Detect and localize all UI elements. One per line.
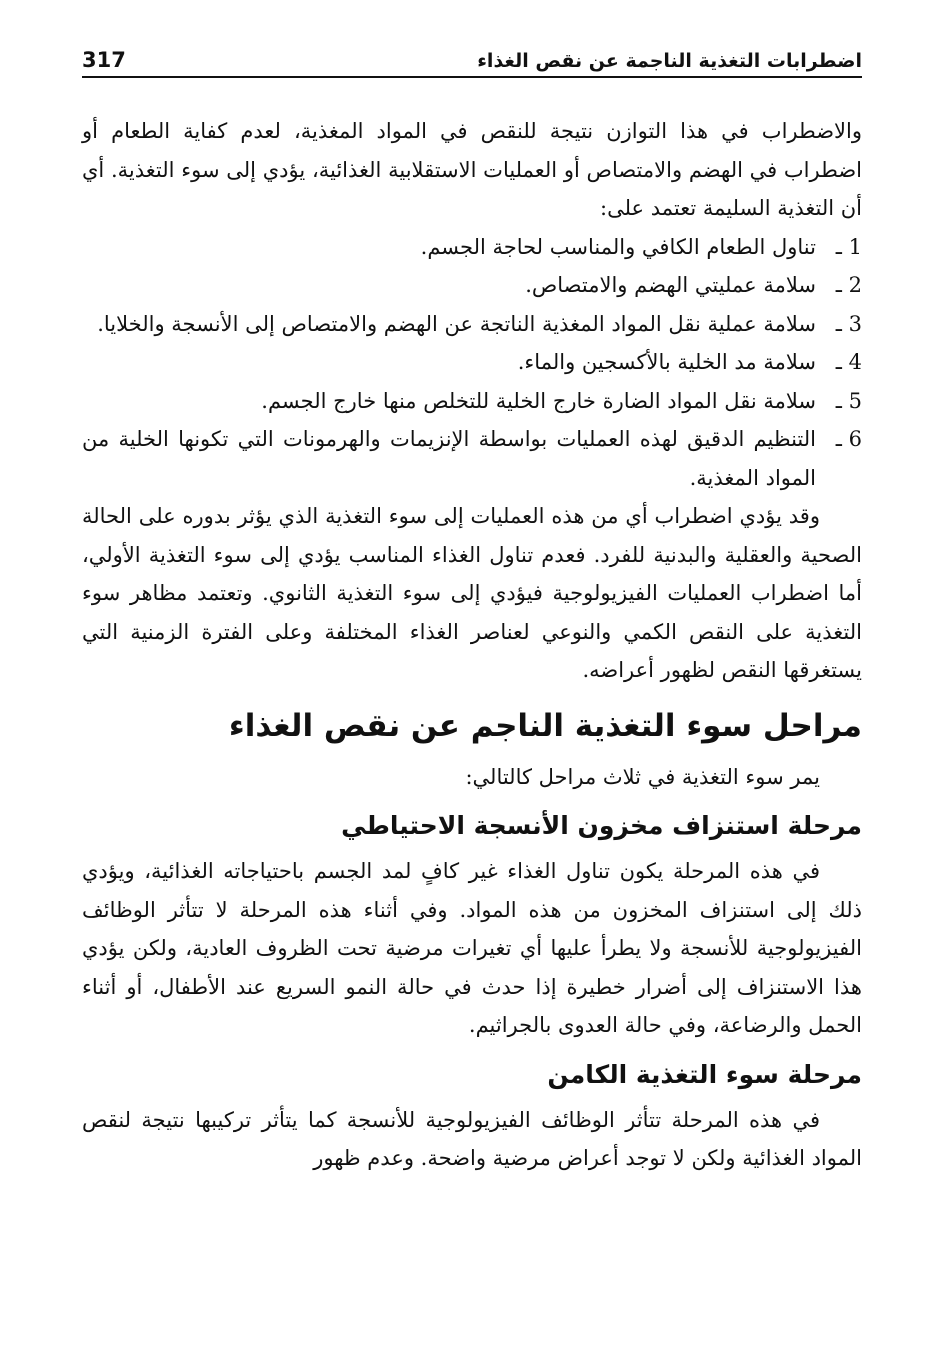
section-intro: يمر سوء التغذية في ثلاث مراحل كالتالي: xyxy=(465,764,820,789)
list-item-number: 2 ـ xyxy=(835,273,862,297)
list-item-number: 3 ـ xyxy=(835,311,862,336)
list-item-text: سلامة نقل المواد الضارة خارج الخلية للتخلص منها خارج الجسم. xyxy=(261,388,816,413)
page-body xyxy=(82,112,862,1178)
list-item-text: سلامة عمليتي الهضم والامتصاص. xyxy=(525,273,816,297)
list-item xyxy=(82,266,862,305)
list-item xyxy=(82,420,862,497)
list-item-number: 6 ـ xyxy=(835,427,862,451)
list-item-number: 5 ـ xyxy=(835,388,862,413)
list-item-text: سلامة عملية نقل المواد المغذية الناتجة عن الهضم والامتصاص إلى الأنسجة والخلايا. xyxy=(97,311,816,336)
page-number: 317 xyxy=(82,48,126,72)
list-item-text: التنظيم الدقيق لهذه العمليات بواسطة الإنزيمات والهرمونات التي تكونها الخلية من المواد المغذية. xyxy=(82,427,816,490)
body-paragraph: وقد يؤدي اضطراب أي من هذه العمليات إلى سوء التغذية الذي يؤثر بدوره على الحالة الصحية والعقلية والبدنية للفرد. فعدم تناول الغذاء المناسب يؤدي إلى سوء التغذية الأولي، أما اضطراب العمليات الفيزيولوجية فيؤدي إلى سوء التغذية الثانوي. وتعتمد مظاهر سوء التغذية على النقص الكمي والنوعي لعناصر الغذاء المختلفة وعلى الفترة الزمنية التي يستغرقها النقص لظهور أعراضه. xyxy=(82,504,862,682)
list-item-text: سلامة مد الخلية بالأكسجين والماء. xyxy=(517,350,816,374)
subsection-heading-stage-2: مرحلة سوء التغذية الكامن xyxy=(547,1059,862,1089)
intro-paragraph: والاضطراب في هذا التوازن نتيجة للنقص في المواد المغذية، لعدم كفاية الطعام أو اضطراب في الهضم والامتصاص أو العمليات الاستقلابية الغذائية، يؤدي إلى سوء التغذية. أي أن التغذية السليمة تعتمد على: xyxy=(82,119,862,220)
list-item xyxy=(82,343,862,382)
stage-1-paragraph: في هذه المرحلة يكون تناول الغذاء غير كافٍ لمد الجسم باحتياجاته الغذائية، ويؤدي ذلك إلى استنزاف المخزون من هذه المواد. وفي أثناء هذه المرحلة لا تتأثر الوظائف الفيزيولوجية للأنسجة ولا يطرأ عليها أي تغيرات مرضية تحت الظروف العادية، ولكن يؤدي هذا الاستنزاف إلى أضرار خطيرة إذا حدث في حالة النمو السريع عند الأطفال، أو أثناء الحمل والرضاعة، وفي حالة العدوى بالجراثيم. xyxy=(82,859,862,1037)
running-title: اضطرابات التغذية الناجمة عن نقص الغذاء xyxy=(477,50,862,72)
list-item-number: 4 ـ xyxy=(835,350,862,374)
list-item-number: 1 ـ xyxy=(835,234,862,259)
list-item xyxy=(82,382,862,421)
list-item xyxy=(82,305,862,344)
subsection-heading-stage-1: مرحلة استنزاف مخزون الأنسجة الاحتياطي xyxy=(341,811,862,840)
requirements-list xyxy=(82,228,862,498)
running-header xyxy=(82,40,862,78)
list-item xyxy=(82,228,862,267)
stage-2-paragraph: في هذه المرحلة تتأثر الوظائف الفيزيولوجية للأنسجة كما يتأثر تركيبها نتيجة لنقص المواد الغذائية ولكن لا توجد أعراض مرضية واضحة. وعدم ظهور xyxy=(82,1107,862,1170)
section-heading: مراحل سوء التغذية الناجم عن نقص الغذاء xyxy=(228,707,862,744)
list-item-text: تناول الطعام الكافي والمناسب لحاجة الجسم. xyxy=(420,234,816,259)
